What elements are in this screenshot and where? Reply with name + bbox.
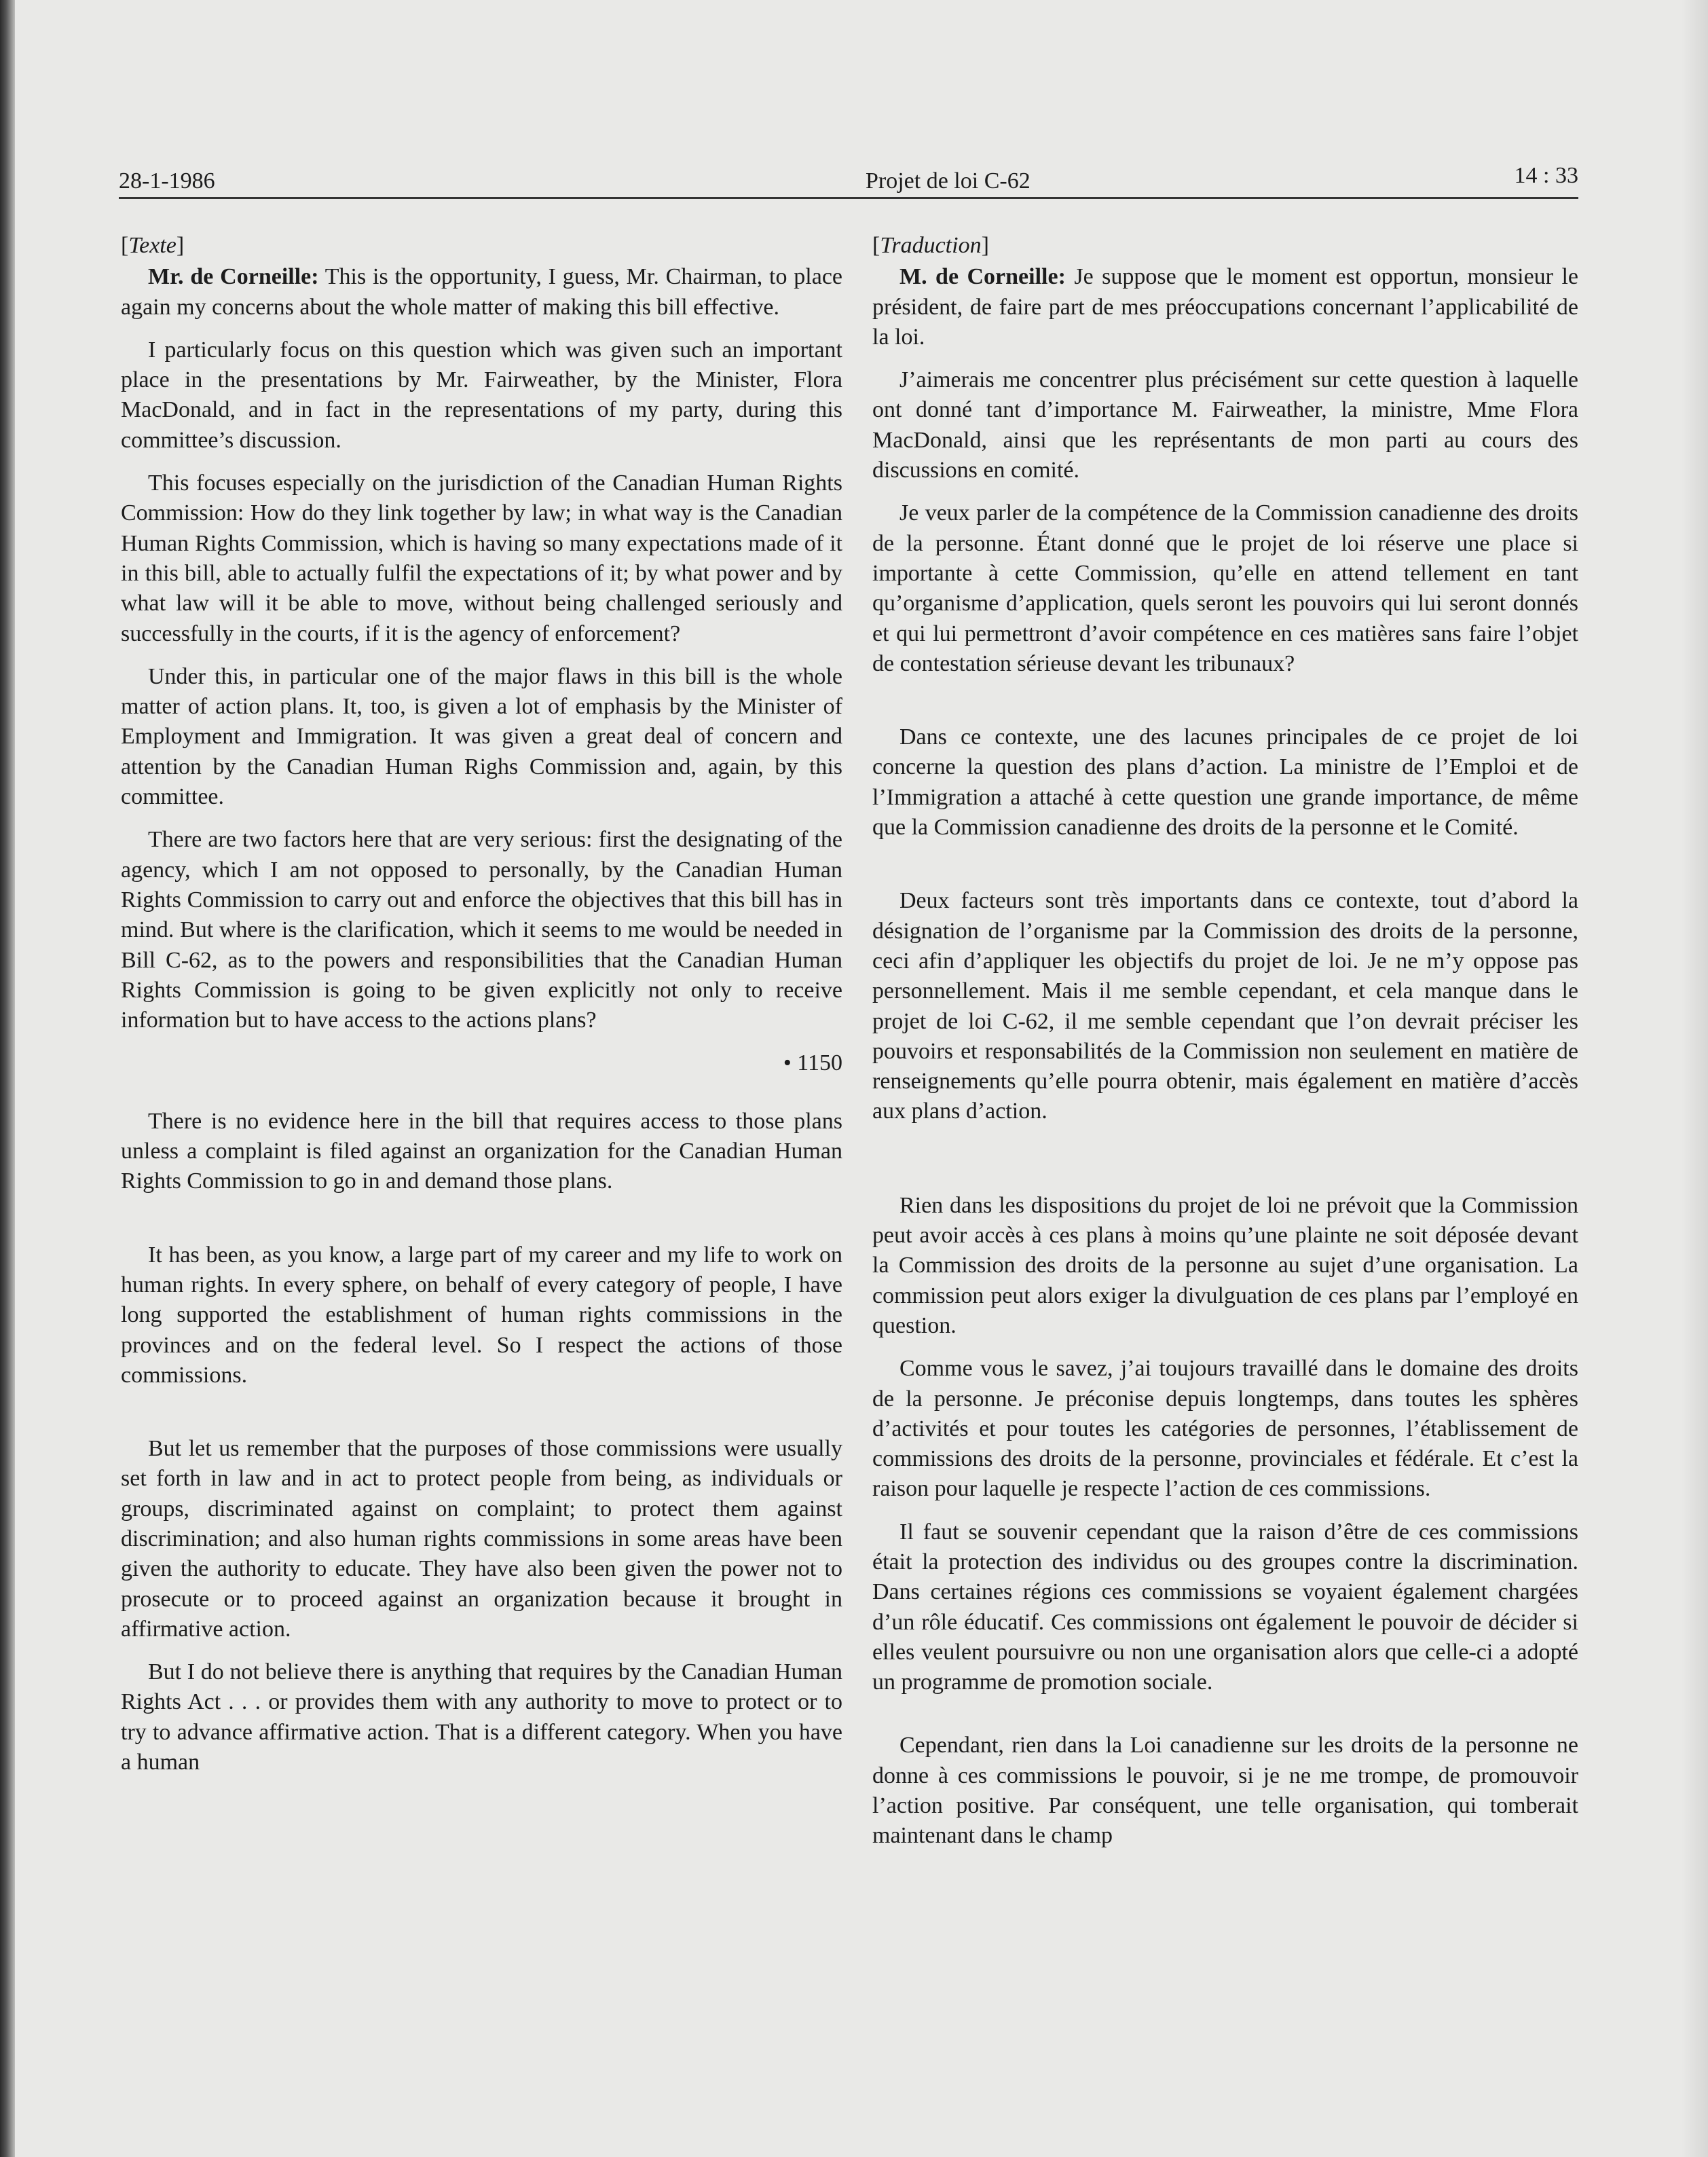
paragraph: Je veux parler de la compétence de la Commission canadienne des droits de la personne. Étant donné que le projet de loi réserve une place si importante à cette Commission, qu’elle en attend tellement en tant qu’organisme d’application, quels seront les pouvoirs qui lui seront donnés et qui lui permettront d’avoir compétence en ces matières sans faire l’objet de contestation sérieuse devant les tribunaux? [872, 500, 1578, 676]
paragraph: M. de Corneille: Je suppose que le moment est opportun, monsieur le président, de faire part de mes préoccupations concernant l’applicabilité de la loi. [872, 264, 1578, 350]
header-title: Projet de loi C-62 [866, 168, 1031, 193]
paragraph: There are two factors here that are very serious: first the designating of the agency, which I am not opposed to personally, by the Canadian Human Rights Commission to carry out and enforce the objectives that this bill has in mind. But where is the clarification, which it seems to me would be needed in Bill C-62, as to the powers and responsibilities that the Canadian Human Rights Commission is going to be given explicitly not only to receive information but to have access to the actions plans? [121, 827, 842, 1033]
header-date: 28-1-1986 [119, 168, 215, 193]
column-label: [Texte] [121, 233, 185, 258]
paragraph: Comme vous le savez, j’ai toujours travaillé dans le domaine des droits de la personne. Je préconise depuis longtemps, dans toutes les sphères d’activités et pour toutes les catégories de personnes, l’établissement de commissions des droits de la personne, provinciales et fédérale. Et c’est la raison pour laquelle je respecte l’action de ces commissions. [872, 1356, 1578, 1502]
paragraph: Il faut se souvenir cependant que la raison d’être de ces commissions était la protection des individus ou des groupes contre la discrimination. Dans certaines régions ces commissions se voyaient également chargées d’un rôle éducatif. Ces commissions ont également le pouvoir de décider si elles veulent poursuivre ou non une organisation alors que celle-ci a adopté un programme de promotion sociale. [872, 1519, 1578, 1695]
french-column [872, 231, 1578, 1864]
paragraph: J’aimerais me concentrer plus précisément sur cette question à laquelle ont donné tant d’importance M. Fairweather, la ministre, Mme Flora MacDonald, ainsi que les représentants de mon parti au cours des discussions en comité. [872, 367, 1578, 483]
paragraph: Mr. de Corneille: This is the opportunity, I guess, Mr. Chairman, to place again my concerns about the whole matter of making this bill effective. [121, 264, 842, 320]
paragraph: Cependant, rien dans la Loi canadienne sur les droits de la personne ne donne à ces commissions le pouvoir, si je ne me trompe, de promouvoir l’action positive. Par conséquent, une telle organisation, qui tomberait maintenant dans le champ [872, 1733, 1578, 1849]
paragraph: But let us remember that the purposes of those commissions were usually set forth in law and in act to protect people from being, as individuals or groups, discriminated against on complaint; to protect them against discrimination; and also human rights commissions in some areas have been given the authority to educate. They have also been given the power not to prosecute or to proceed against an organization because it brought in affirmative action. [121, 1436, 842, 1642]
paragraph: I particularly focus on this question which was given such an important place in the presentations by Mr. Fairweather, by the Minister, Flora MacDonald, and in fact in the representations of my party, during this committee’s discussion. [121, 337, 842, 453]
speaker-name: M. de Corneille: [899, 264, 1066, 290]
header-page-number: 14 : 33 [1514, 163, 1578, 188]
paragraph: Rien dans les dispositions du projet de loi ne prévoit que la Commission peut avoir accès à ces plans à moins qu’une plainte ne soit déposée devant la Commission des droits de la personne au sujet d’une organisation. La commission peut alors exiger la divulguation de ces plans par l’employé en question. [872, 1192, 1578, 1338]
book-binding-edge [0, 0, 15, 2157]
paragraph: Dans ce contexte, une des lacunes principales de ce projet de loi concerne la question des plans d’action. La ministre de l’Emploi et de l’Immigration a attaché à cette question une grande importance, de même que la Commission canadienne des droits de la personne et le Comité. [872, 724, 1578, 841]
paragraph: Under this, in particular one of the major flaws in this bill is the whole matter of action plans. It, too, is given a lot of emphasis by the Minister of Employment and Immigration. It was given a great deal of concern and attention by the Canadian Human Righs Commission and, again, by this committee. [121, 663, 842, 810]
paragraph: But I do not believe there is anything that requires by the Canadian Human Rights Act . . . or provides them with any authority to move to protect or to try to advance affirmative action. That is a different category. When you have a human [121, 1659, 842, 1775]
time-marker: • 1150 [783, 1050, 842, 1076]
paragraph: It has been, as you know, a large part of my career and my life to work on human rights. In every sphere, on behalf of every category of people, I have long supported the establishment of human rights commissions in the provinces and on the federal level. So I respect the actions of those commissions. [121, 1242, 842, 1388]
speaker-name: Mr. de Corneille: [148, 264, 319, 290]
running-header [119, 162, 1578, 199]
english-column [121, 231, 842, 1790]
paragraph: There is no evidence here in the bill that requires access to those plans unless a complaint is filed against an organization for the Canadian Human Rights Commission to go in and demand those plans. [121, 1108, 842, 1194]
paragraph: This focuses especially on the jurisdiction of the Canadian Human Rights Commission: How do they link together by law; in what way is the Canadian Human Rights Commission, which is having so many expectations made of it in this bill, able to actually fulfil the expectations of it; by what power and by what law will it be able to move, without being challenged seriously and successfully in the courts, if it is the agency of enforcement? [121, 471, 842, 646]
paragraph: Deux facteurs sont très importants dans ce contexte, tout d’abord la désignation de l’organisme par la Commission des droits de la personne, ceci afin d’appliquer les objectifs du projet de loi. Je ne m’y oppose pas personnellement. Mais il me semble cependant, et cela manque dans le projet de loi C-62, il me semble cependant que l’on devrait préciser les pouvoirs et responsabilités de la Commission non seulement en matière de renseignements qu’elle pourra obtenir, mais également en matière d’accès aux plans d’action. [872, 888, 1578, 1124]
column-label: [Traduction] [872, 233, 989, 258]
page-edge-shadow [1681, 0, 1708, 2157]
